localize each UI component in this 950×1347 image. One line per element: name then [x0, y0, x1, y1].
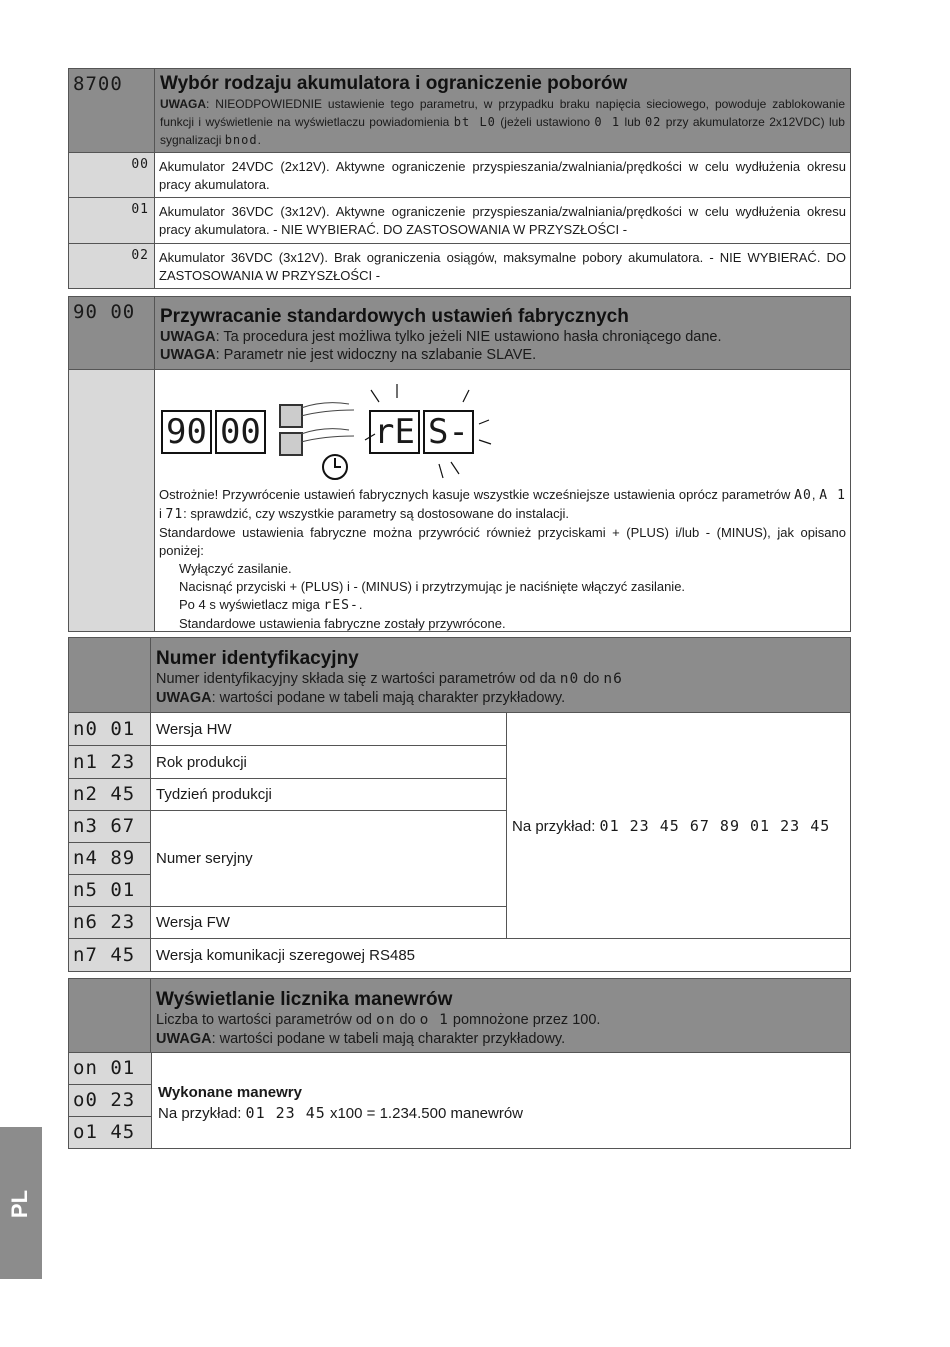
param-code	[69, 69, 155, 152]
param-code	[69, 1085, 151, 1117]
reset-warning	[159, 486, 846, 524]
note-text: przy akumulatorze 2x12VDC) lub sygnalizacji	[160, 115, 845, 147]
section-title: Wyświetlanie licznika manewrów	[156, 989, 453, 1010]
param-code: n2 45	[73, 783, 136, 805]
id-example	[507, 713, 851, 939]
clock-icon	[320, 452, 350, 482]
param-code: n7 45	[73, 943, 136, 966]
section-id-number	[68, 637, 851, 713]
step: Nacisnąć przyciski + (PLUS) i - (MINUS) i przytrzymując je naciśnięte włączyć zasilanie.	[179, 579, 686, 594]
param-code: n1 23	[73, 750, 136, 773]
section-title: Wybór rodzaju akumulatora i ograniczenie poborów	[160, 73, 628, 94]
option-text: Akumulator 24VDC (2x12V). Aktywne ograniczenie przyspieszania/zwalniania/prędkości w celu wydłużenia okresu pracy akumulatora.	[159, 159, 846, 192]
row-label: Tydzień produkcji	[151, 779, 507, 811]
text: x100 = 1.234.500 manewrów	[325, 1105, 524, 1122]
note-label: UWAGA	[160, 97, 206, 111]
note-text: : wartości podane w tabeli mają charakter przykładowy.	[211, 690, 566, 706]
text: ,	[811, 487, 820, 502]
section-title: Przywracanie standardowych ustawień fabrycznych	[160, 306, 629, 327]
option-code: 02	[131, 248, 149, 263]
reset-content-row	[69, 369, 850, 631]
note-label: UWAGA	[156, 1031, 212, 1047]
finger-press-icon	[299, 396, 359, 456]
display-code: bt L0	[453, 115, 496, 129]
option-code: 01	[131, 202, 149, 217]
reset-description	[159, 486, 846, 633]
language-tab-label: PL	[7, 1189, 33, 1219]
text: Liczba to wartości parametrów od	[156, 1012, 377, 1028]
note-text: : NIEODPOWIEDNIE ustawienie tego parametru, w przypadku braku napięcia sieciowego, powoduje zablokowanie funkcji i wyświetlenie na wyświetlaczu powiadomienia	[160, 97, 845, 129]
text: i	[159, 506, 166, 521]
option-text: Akumulator 36VDC (3x12V). Brak ograniczenia osiągów, maksymalne pobory akumulatora. - NIE WYBIERAĆ. DO ZASTOSOWANIA W PRZYSZŁOŚCI -	[159, 250, 846, 283]
reset-instructions: Standardowe ustawienia fabryczne można przywrócić również przyciskami + (PLUS) i/lub - (MINUS), jak opisano poniżej:	[159, 525, 846, 558]
display-code: 01 23 45	[245, 1104, 326, 1122]
section-id-header	[69, 638, 850, 713]
table-row	[69, 713, 851, 746]
display-code: bnod	[224, 133, 258, 147]
option-row	[69, 243, 850, 288]
row-label: Wersja komunikacji szeregowej RS485	[151, 939, 851, 972]
note-label: UWAGA	[156, 690, 212, 706]
param-code	[69, 1053, 151, 1085]
display-code: 71	[165, 507, 184, 522]
display-code: 0 1	[594, 115, 621, 129]
note-text: : Parametr nie jest widoczny na szlabanie SLAVE.	[215, 347, 537, 363]
lcd-digit-group: rE	[369, 410, 420, 454]
note-text: lub	[620, 115, 645, 129]
param-code: n3 67	[73, 815, 136, 837]
display-code: 01 23 45 67 89 01 23 45	[599, 816, 831, 835]
note-label: UWAGA	[160, 329, 216, 345]
reset-illustration	[159, 374, 846, 486]
language-tab	[0, 1127, 42, 1279]
counter-row	[69, 1052, 850, 1148]
row-label: Wersja FW	[151, 907, 507, 939]
display-code: A 1	[819, 488, 846, 503]
param-code-value: o1 45	[73, 1121, 136, 1143]
param-code-value: o0 23	[73, 1089, 136, 1111]
display-code: o 1	[419, 1012, 449, 1028]
param-code-value: on 01	[73, 1057, 136, 1079]
step	[179, 596, 846, 615]
section-note	[156, 1011, 845, 1049]
row-label: Rok produkcji	[151, 746, 507, 779]
param-code	[69, 1117, 151, 1148]
note-text: .	[257, 133, 261, 147]
section-battery-header	[69, 69, 850, 152]
text: Ostrożnie! Przywrócenie ustawień fabrycznych kasuje wszystkie wcześniejsze ustawienia oprócz parametrów	[159, 487, 795, 502]
param-code: n6 23	[73, 911, 136, 933]
param-code-value: 8700	[73, 73, 123, 95]
option-row	[69, 152, 850, 197]
text: Po 4 s wyświetlacz miga	[179, 597, 324, 612]
step: Wyłączyć zasilanie.	[179, 561, 292, 576]
param-code-value: 90 00	[73, 301, 136, 323]
note-text: : wartości podane w tabeli mają charakter przykładowy.	[211, 1031, 566, 1047]
param-code: n0 01	[73, 717, 136, 740]
text: do	[579, 671, 604, 687]
section-battery	[68, 68, 851, 289]
lcd-display	[161, 410, 266, 454]
display-code: A0	[794, 488, 812, 503]
text: pomnożone przez 100.	[448, 1012, 601, 1028]
lcd-digit-group: 90	[161, 410, 212, 454]
display-code: n6	[603, 671, 623, 687]
note-text: : Ta procedura jest możliwa tylko jeżeli NIE ustawiono hasła chroniącego dane.	[215, 329, 722, 345]
table-row	[69, 939, 851, 972]
row-label: Wersja HW	[151, 713, 507, 746]
section-factory-reset	[68, 296, 851, 632]
counter-codes	[69, 1053, 152, 1148]
section-counter-header	[69, 979, 850, 1052]
display-code: on	[376, 1012, 396, 1028]
section-reset-header	[69, 297, 850, 369]
text: Na przykład:	[512, 817, 600, 835]
text: : sprawdzić, czy wszystkie parametry są dostosowane do instalacji.	[183, 506, 569, 521]
option-text: Akumulator 36VDC (3x12V). Aktywne ograniczenie przyspieszania/zwalniania/prędkości w celu wydłużenia okresu pracy akumulatora. - NIE WYBIERAĆ. DO ZASTOSOWANIA W PRZYSZŁOŚCI -	[159, 204, 846, 237]
display-code: n0	[559, 671, 580, 687]
reset-steps	[159, 560, 846, 633]
result-title: Wykonane manewry	[158, 1084, 302, 1101]
lcd-digit-group: S-	[423, 410, 474, 454]
blink-rays-icon	[359, 384, 499, 484]
note-label: UWAGA	[160, 347, 216, 363]
param-code: n5 01	[73, 879, 136, 901]
step: Standardowe ustawienia fabryczne zostały przywrócone.	[179, 616, 506, 631]
display-code: rES-	[323, 598, 359, 613]
param-code: n4 89	[73, 847, 136, 869]
display-code: 02	[644, 115, 662, 129]
section-note	[160, 328, 845, 364]
section-title: Numer identyfikacyjny	[156, 648, 359, 669]
section-maneuver-counter	[68, 978, 851, 1149]
lcd-digit-group: 00	[215, 410, 266, 454]
option-row	[69, 197, 850, 243]
counter-result	[152, 1053, 850, 1148]
section-note	[156, 670, 845, 708]
text: Na przykład:	[158, 1105, 246, 1122]
note-text: (jeżeli ustawiono	[495, 115, 595, 129]
option-code: 00	[131, 157, 149, 172]
text: do	[395, 1012, 420, 1028]
text: Numer identyfikacyjny składa się z wartości parametrów od da	[156, 671, 560, 687]
row-label: Numer seryjny	[151, 811, 507, 907]
id-table	[68, 712, 851, 972]
text: .	[358, 597, 363, 612]
section-note	[160, 95, 845, 149]
